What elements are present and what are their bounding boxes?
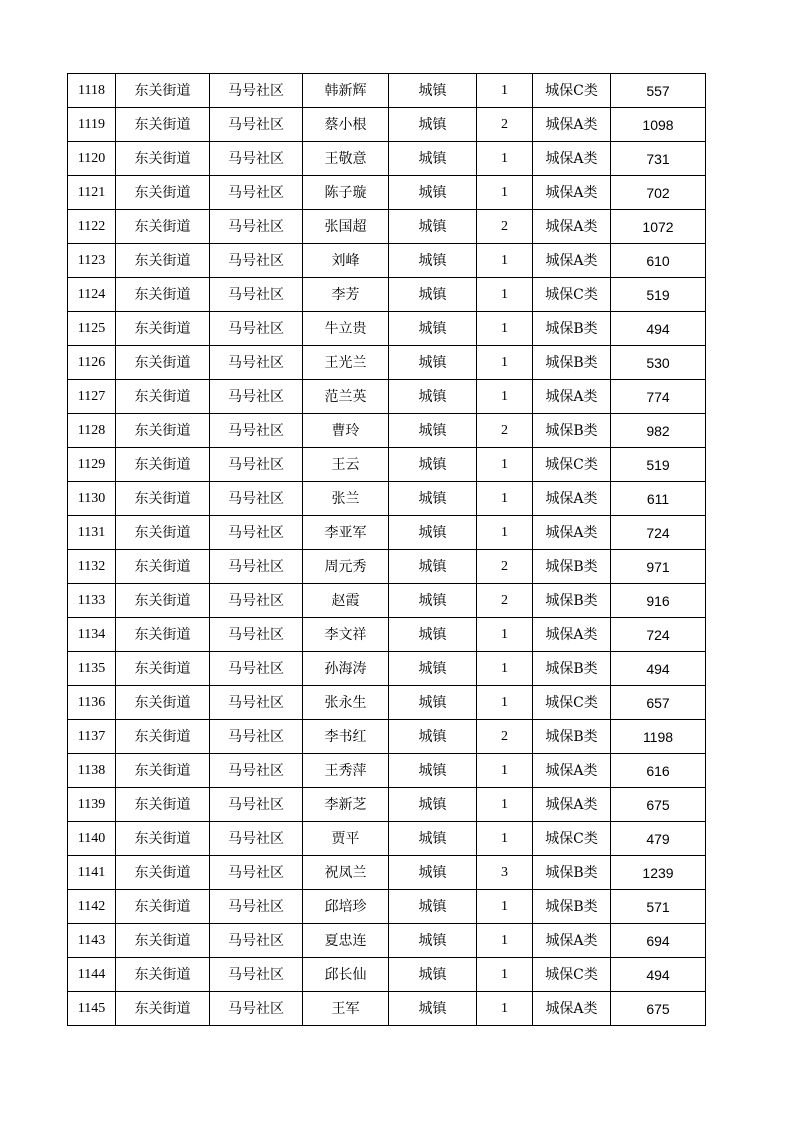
community-cell: 马号社区	[210, 856, 303, 890]
person-count-cell: 1	[477, 278, 533, 312]
roster-table	[67, 73, 706, 1026]
row-number-cell: 1139	[68, 788, 116, 822]
row-number-cell: 1132	[68, 550, 116, 584]
street-cell: 东关街道	[116, 890, 210, 924]
household-type-cell: 城镇	[389, 346, 477, 380]
person-count-cell: 1	[477, 244, 533, 278]
household-type-cell: 城镇	[389, 550, 477, 584]
amount-cell: 479	[611, 822, 706, 856]
street-cell: 东关街道	[116, 380, 210, 414]
amount-cell: 557	[611, 74, 706, 108]
person-count-cell: 1	[477, 312, 533, 346]
insurance-category-cell: 城保A类	[533, 210, 611, 244]
community-cell: 马号社区	[210, 482, 303, 516]
table-row	[68, 958, 706, 992]
table-row	[68, 618, 706, 652]
amount-cell: 1098	[611, 108, 706, 142]
household-type-cell: 城镇	[389, 890, 477, 924]
amount-cell: 774	[611, 380, 706, 414]
table-row	[68, 176, 706, 210]
name-cell: 孙海涛	[303, 652, 389, 686]
name-cell: 牛立贵	[303, 312, 389, 346]
amount-cell: 724	[611, 618, 706, 652]
table-row	[68, 108, 706, 142]
community-cell: 马号社区	[210, 312, 303, 346]
table-row	[68, 584, 706, 618]
household-type-cell: 城镇	[389, 652, 477, 686]
person-count-cell: 1	[477, 176, 533, 210]
table-row	[68, 550, 706, 584]
name-cell: 曹玲	[303, 414, 389, 448]
roster-table-body	[68, 74, 706, 1026]
insurance-category-cell: 城保B类	[533, 652, 611, 686]
person-count-cell: 1	[477, 686, 533, 720]
street-cell: 东关街道	[116, 992, 210, 1026]
name-cell: 陈子璇	[303, 176, 389, 210]
street-cell: 东关街道	[116, 210, 210, 244]
insurance-category-cell: 城保A类	[533, 788, 611, 822]
household-type-cell: 城镇	[389, 958, 477, 992]
household-type-cell: 城镇	[389, 516, 477, 550]
street-cell: 东关街道	[116, 550, 210, 584]
insurance-category-cell: 城保A类	[533, 992, 611, 1026]
community-cell: 马号社区	[210, 924, 303, 958]
name-cell: 王军	[303, 992, 389, 1026]
amount-cell: 1239	[611, 856, 706, 890]
table-row	[68, 924, 706, 958]
street-cell: 东关街道	[116, 856, 210, 890]
street-cell: 东关街道	[116, 448, 210, 482]
household-type-cell: 城镇	[389, 142, 477, 176]
community-cell: 马号社区	[210, 550, 303, 584]
household-type-cell: 城镇	[389, 584, 477, 618]
insurance-category-cell: 城保C类	[533, 278, 611, 312]
amount-cell: 675	[611, 788, 706, 822]
amount-cell: 519	[611, 448, 706, 482]
insurance-category-cell: 城保A类	[533, 108, 611, 142]
community-cell: 马号社区	[210, 346, 303, 380]
community-cell: 马号社区	[210, 618, 303, 652]
community-cell: 马号社区	[210, 788, 303, 822]
household-type-cell: 城镇	[389, 754, 477, 788]
person-count-cell: 1	[477, 448, 533, 482]
community-cell: 马号社区	[210, 210, 303, 244]
insurance-category-cell: 城保C类	[533, 74, 611, 108]
row-number-cell: 1125	[68, 312, 116, 346]
community-cell: 马号社区	[210, 720, 303, 754]
street-cell: 东关街道	[116, 346, 210, 380]
street-cell: 东关街道	[116, 244, 210, 278]
table-row	[68, 312, 706, 346]
row-number-cell: 1141	[68, 856, 116, 890]
row-number-cell: 1143	[68, 924, 116, 958]
household-type-cell: 城镇	[389, 686, 477, 720]
community-cell: 马号社区	[210, 686, 303, 720]
community-cell: 马号社区	[210, 890, 303, 924]
street-cell: 东关街道	[116, 924, 210, 958]
table-row	[68, 414, 706, 448]
name-cell: 赵霞	[303, 584, 389, 618]
street-cell: 东关街道	[116, 686, 210, 720]
name-cell: 夏忠连	[303, 924, 389, 958]
name-cell: 邱长仙	[303, 958, 389, 992]
insurance-category-cell: 城保A类	[533, 244, 611, 278]
community-cell: 马号社区	[210, 414, 303, 448]
amount-cell: 494	[611, 958, 706, 992]
person-count-cell: 1	[477, 482, 533, 516]
community-cell: 马号社区	[210, 380, 303, 414]
community-cell: 马号社区	[210, 958, 303, 992]
table-row	[68, 74, 706, 108]
name-cell: 王云	[303, 448, 389, 482]
household-type-cell: 城镇	[389, 176, 477, 210]
street-cell: 东关街道	[116, 176, 210, 210]
amount-cell: 657	[611, 686, 706, 720]
row-number-cell: 1118	[68, 74, 116, 108]
community-cell: 马号社区	[210, 992, 303, 1026]
insurance-category-cell: 城保A类	[533, 380, 611, 414]
household-type-cell: 城镇	[389, 720, 477, 754]
row-number-cell: 1138	[68, 754, 116, 788]
household-type-cell: 城镇	[389, 822, 477, 856]
street-cell: 东关街道	[116, 720, 210, 754]
street-cell: 东关街道	[116, 312, 210, 346]
household-type-cell: 城镇	[389, 448, 477, 482]
name-cell: 蔡小根	[303, 108, 389, 142]
name-cell: 祝凤兰	[303, 856, 389, 890]
row-number-cell: 1126	[68, 346, 116, 380]
name-cell: 王光兰	[303, 346, 389, 380]
person-count-cell: 2	[477, 584, 533, 618]
row-number-cell: 1131	[68, 516, 116, 550]
person-count-cell: 1	[477, 890, 533, 924]
row-number-cell: 1119	[68, 108, 116, 142]
amount-cell: 702	[611, 176, 706, 210]
person-count-cell: 1	[477, 822, 533, 856]
amount-cell: 610	[611, 244, 706, 278]
row-number-cell: 1121	[68, 176, 116, 210]
household-type-cell: 城镇	[389, 788, 477, 822]
row-number-cell: 1140	[68, 822, 116, 856]
name-cell: 韩新辉	[303, 74, 389, 108]
row-number-cell: 1145	[68, 992, 116, 1026]
person-count-cell: 1	[477, 74, 533, 108]
household-type-cell: 城镇	[389, 278, 477, 312]
household-type-cell: 城镇	[389, 618, 477, 652]
name-cell: 李书红	[303, 720, 389, 754]
community-cell: 马号社区	[210, 142, 303, 176]
table-row	[68, 448, 706, 482]
amount-cell: 616	[611, 754, 706, 788]
row-number-cell: 1128	[68, 414, 116, 448]
insurance-category-cell: 城保B类	[533, 550, 611, 584]
amount-cell: 971	[611, 550, 706, 584]
table-row	[68, 346, 706, 380]
street-cell: 东关街道	[116, 108, 210, 142]
row-number-cell: 1122	[68, 210, 116, 244]
row-number-cell: 1127	[68, 380, 116, 414]
name-cell: 张兰	[303, 482, 389, 516]
insurance-category-cell: 城保B类	[533, 312, 611, 346]
insurance-category-cell: 城保A类	[533, 754, 611, 788]
person-count-cell: 3	[477, 856, 533, 890]
name-cell: 李新芝	[303, 788, 389, 822]
name-cell: 张永生	[303, 686, 389, 720]
person-count-cell: 1	[477, 516, 533, 550]
table-row	[68, 142, 706, 176]
community-cell: 马号社区	[210, 754, 303, 788]
person-count-cell: 2	[477, 720, 533, 754]
person-count-cell: 2	[477, 550, 533, 584]
amount-cell: 916	[611, 584, 706, 618]
insurance-category-cell: 城保B类	[533, 346, 611, 380]
street-cell: 东关街道	[116, 754, 210, 788]
table-row	[68, 788, 706, 822]
person-count-cell: 1	[477, 992, 533, 1026]
amount-cell: 724	[611, 516, 706, 550]
amount-cell: 675	[611, 992, 706, 1026]
table-row	[68, 822, 706, 856]
person-count-cell: 2	[477, 414, 533, 448]
name-cell: 李亚军	[303, 516, 389, 550]
table-row	[68, 686, 706, 720]
table-row	[68, 992, 706, 1026]
street-cell: 东关街道	[116, 414, 210, 448]
household-type-cell: 城镇	[389, 924, 477, 958]
household-type-cell: 城镇	[389, 992, 477, 1026]
community-cell: 马号社区	[210, 108, 303, 142]
person-count-cell: 1	[477, 346, 533, 380]
household-type-cell: 城镇	[389, 856, 477, 890]
community-cell: 马号社区	[210, 516, 303, 550]
insurance-category-cell: 城保B类	[533, 414, 611, 448]
household-type-cell: 城镇	[389, 414, 477, 448]
community-cell: 马号社区	[210, 822, 303, 856]
community-cell: 马号社区	[210, 74, 303, 108]
table-row	[68, 380, 706, 414]
amount-cell: 571	[611, 890, 706, 924]
street-cell: 东关街道	[116, 142, 210, 176]
household-type-cell: 城镇	[389, 482, 477, 516]
insurance-category-cell: 城保A类	[533, 176, 611, 210]
insurance-category-cell: 城保C类	[533, 448, 611, 482]
amount-cell: 611	[611, 482, 706, 516]
row-number-cell: 1137	[68, 720, 116, 754]
community-cell: 马号社区	[210, 244, 303, 278]
insurance-category-cell: 城保B类	[533, 720, 611, 754]
street-cell: 东关街道	[116, 958, 210, 992]
street-cell: 东关街道	[116, 516, 210, 550]
row-number-cell: 1133	[68, 584, 116, 618]
community-cell: 马号社区	[210, 176, 303, 210]
community-cell: 马号社区	[210, 652, 303, 686]
street-cell: 东关街道	[116, 652, 210, 686]
amount-cell: 694	[611, 924, 706, 958]
insurance-category-cell: 城保C类	[533, 686, 611, 720]
name-cell: 刘峰	[303, 244, 389, 278]
street-cell: 东关街道	[116, 584, 210, 618]
amount-cell: 494	[611, 312, 706, 346]
table-row	[68, 890, 706, 924]
table-row	[68, 754, 706, 788]
table-row	[68, 652, 706, 686]
household-type-cell: 城镇	[389, 312, 477, 346]
name-cell: 周元秀	[303, 550, 389, 584]
person-count-cell: 1	[477, 958, 533, 992]
name-cell: 李芳	[303, 278, 389, 312]
street-cell: 东关街道	[116, 822, 210, 856]
street-cell: 东关街道	[116, 788, 210, 822]
amount-cell: 519	[611, 278, 706, 312]
household-type-cell: 城镇	[389, 380, 477, 414]
insurance-category-cell: 城保B类	[533, 890, 611, 924]
amount-cell: 530	[611, 346, 706, 380]
name-cell: 李文祥	[303, 618, 389, 652]
insurance-category-cell: 城保B类	[533, 584, 611, 618]
table-row	[68, 278, 706, 312]
community-cell: 马号社区	[210, 448, 303, 482]
table-row	[68, 720, 706, 754]
community-cell: 马号社区	[210, 584, 303, 618]
person-count-cell: 2	[477, 108, 533, 142]
insurance-category-cell: 城保A类	[533, 142, 611, 176]
insurance-category-cell: 城保A类	[533, 618, 611, 652]
insurance-category-cell: 城保C类	[533, 822, 611, 856]
amount-cell: 1072	[611, 210, 706, 244]
name-cell: 张国超	[303, 210, 389, 244]
insurance-category-cell: 城保C类	[533, 958, 611, 992]
community-cell: 马号社区	[210, 278, 303, 312]
row-number-cell: 1136	[68, 686, 116, 720]
amount-cell: 731	[611, 142, 706, 176]
table-row	[68, 516, 706, 550]
name-cell: 王秀萍	[303, 754, 389, 788]
row-number-cell: 1135	[68, 652, 116, 686]
street-cell: 东关街道	[116, 482, 210, 516]
name-cell: 王敬意	[303, 142, 389, 176]
person-count-cell: 1	[477, 924, 533, 958]
insurance-category-cell: 城保A类	[533, 924, 611, 958]
person-count-cell: 1	[477, 788, 533, 822]
amount-cell: 1198	[611, 720, 706, 754]
amount-cell: 494	[611, 652, 706, 686]
table-row	[68, 482, 706, 516]
row-number-cell: 1144	[68, 958, 116, 992]
table-row	[68, 210, 706, 244]
person-count-cell: 1	[477, 754, 533, 788]
household-type-cell: 城镇	[389, 244, 477, 278]
person-count-cell: 1	[477, 380, 533, 414]
household-type-cell: 城镇	[389, 210, 477, 244]
person-count-cell: 2	[477, 210, 533, 244]
street-cell: 东关街道	[116, 74, 210, 108]
insurance-category-cell: 城保A类	[533, 516, 611, 550]
name-cell: 邱培珍	[303, 890, 389, 924]
row-number-cell: 1120	[68, 142, 116, 176]
row-number-cell: 1124	[68, 278, 116, 312]
household-type-cell: 城镇	[389, 108, 477, 142]
street-cell: 东关街道	[116, 278, 210, 312]
person-count-cell: 1	[477, 652, 533, 686]
row-number-cell: 1129	[68, 448, 116, 482]
row-number-cell: 1123	[68, 244, 116, 278]
table-row	[68, 244, 706, 278]
person-count-cell: 1	[477, 142, 533, 176]
amount-cell: 982	[611, 414, 706, 448]
household-type-cell: 城镇	[389, 74, 477, 108]
table-row	[68, 856, 706, 890]
name-cell: 贾平	[303, 822, 389, 856]
street-cell: 东关街道	[116, 618, 210, 652]
row-number-cell: 1142	[68, 890, 116, 924]
insurance-category-cell: 城保B类	[533, 856, 611, 890]
row-number-cell: 1130	[68, 482, 116, 516]
insurance-category-cell: 城保A类	[533, 482, 611, 516]
name-cell: 范兰英	[303, 380, 389, 414]
person-count-cell: 1	[477, 618, 533, 652]
row-number-cell: 1134	[68, 618, 116, 652]
